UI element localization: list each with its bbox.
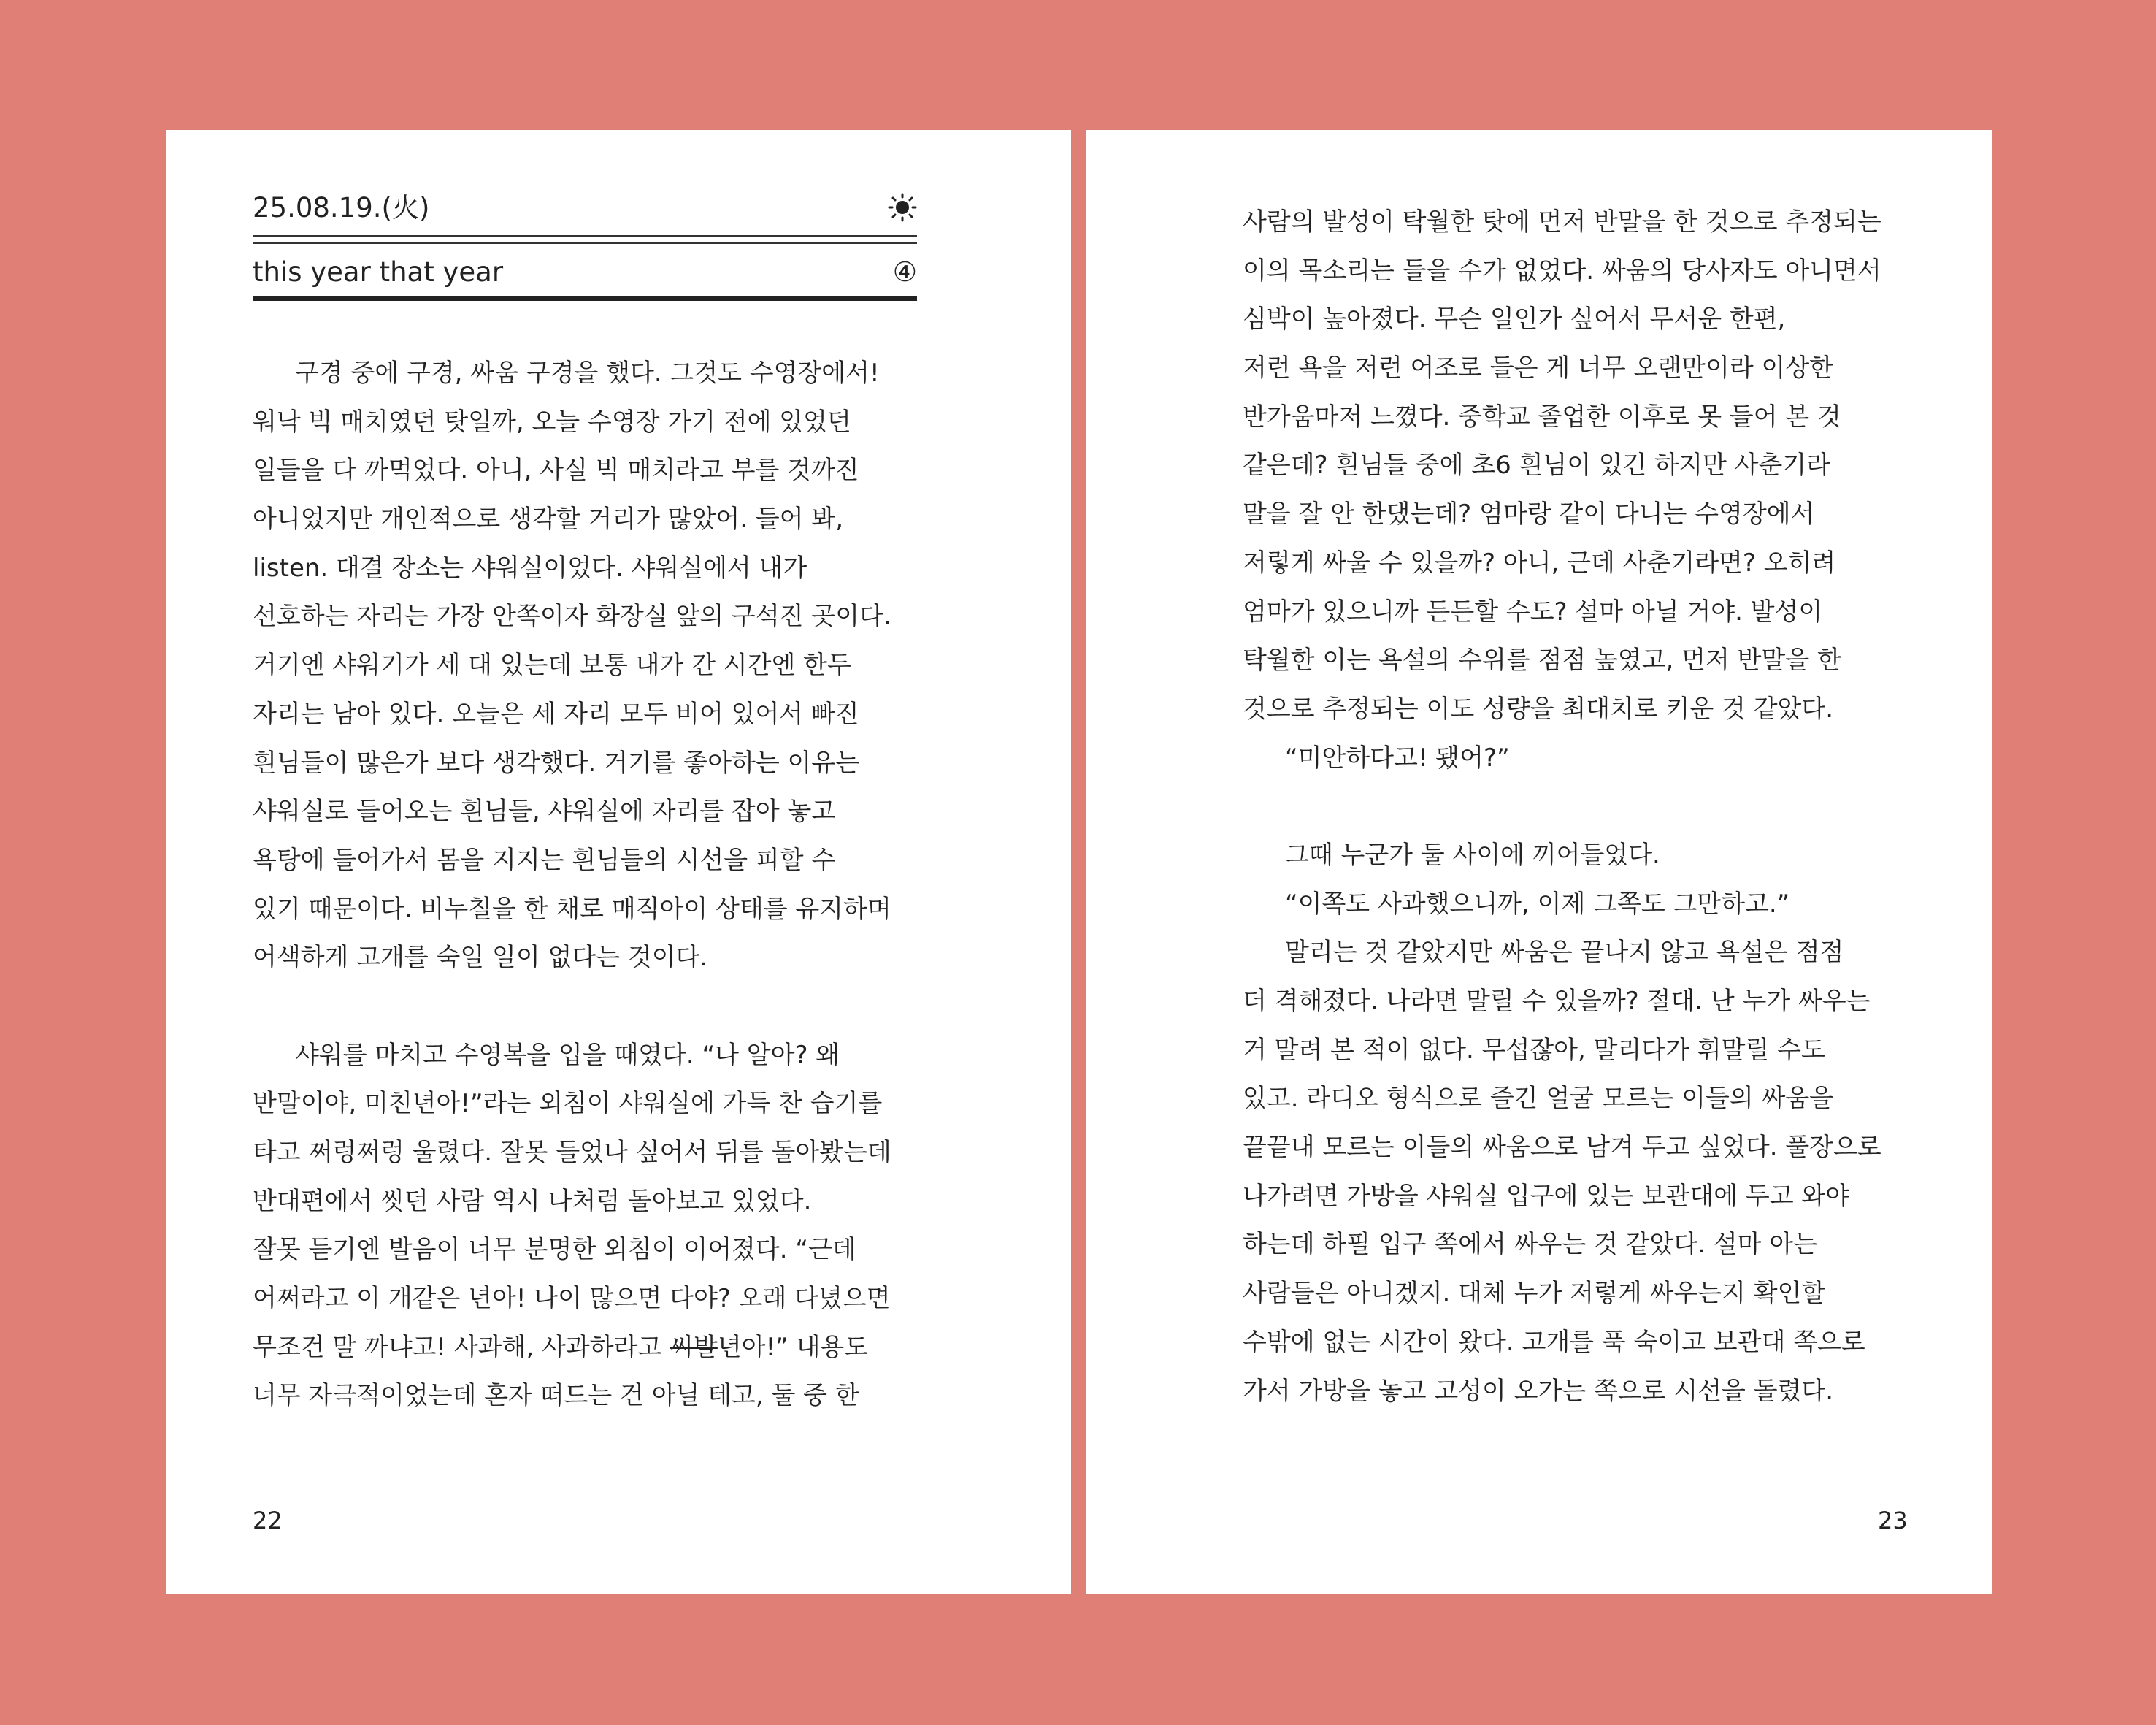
line-text: 저런 욕을 저런 어조로 들은 게 너무 오랜만이라 이상한 (1243, 353, 1834, 383)
text-line (253, 690, 917, 739)
text-line (1243, 1269, 1907, 1318)
line-text: 거기엔 샤워기가 세 대 있는데 보통 내가 간 시간엔 한두 (253, 651, 851, 681)
line-text: 수밖에 없는 시간이 왔다. 고개를 푹 숙이고 보관대 쪽으로 (1243, 1327, 1865, 1357)
text-line (1243, 1026, 1907, 1075)
text-line (253, 885, 917, 934)
line-text: 잘못 듣기엔 발음이 너무 분명한 외침이 이어졌다. “근데 (253, 1235, 856, 1265)
line-text: 타고 쩌렁쩌렁 울렸다. 잘못 들었나 싶어서 뒤를 돌아봤는데 (253, 1138, 891, 1167)
line-text: “이쪽도 사과했으니까, 이제 그쪽도 그만하고.” (1285, 889, 1790, 919)
header-divider-thin (253, 235, 917, 237)
text-line (253, 1031, 917, 1080)
text-line (1243, 1123, 1907, 1172)
diary-title: this year that year (253, 256, 504, 288)
text-line (1243, 393, 1907, 442)
text-line (253, 544, 917, 593)
line-text: 저렇게 싸울 수 있을까? 아니, 근데 사춘기라면? 오히려 (1243, 548, 1836, 578)
text-line (253, 1323, 917, 1372)
line-text: 사람의 발성이 탁월한 탓에 먼저 반말을 한 것으로 추정되는 (1243, 207, 1881, 237)
line-text: 있고. 라디오 형식으로 즐긴 얼굴 모르는 이들의 싸움을 (1243, 1084, 1834, 1114)
text-line (253, 787, 917, 836)
header-divider-thick (253, 296, 917, 301)
diary-title-row (253, 256, 917, 288)
text-line (253, 641, 917, 690)
text-line (1243, 198, 1907, 247)
line-text: 샤워를 마치고 수영복을 입을 때였다. “나 알아? 왜 (295, 1040, 840, 1070)
line-text: 더 격해졌다. 나라면 말릴 수 있을까? 절대. 난 누가 싸우는 (1243, 987, 1871, 1016)
struck-text: 씨발 (670, 1332, 718, 1362)
text-line (253, 836, 917, 885)
line-text: 그때 누군가 둘 사이에 끼어들었다. (1285, 840, 1660, 870)
line-text: 심박이 높아졌다. 무슨 일인가 싶어서 무서운 한편, (1243, 305, 1786, 334)
text-line (1243, 344, 1907, 393)
line-text: 가서 가방을 놓고 고성이 오가는 쪽으로 시선을 돌렸다. (1243, 1376, 1834, 1406)
line-text: listen. 대결 장소는 샤워실이었다. 샤워실에서 내가 (253, 553, 807, 583)
chapter-number-badge (892, 256, 917, 288)
text-line (253, 1079, 917, 1128)
right-page (1086, 130, 1992, 1594)
text-line (1243, 1318, 1907, 1367)
line-text: 끝끝내 모르는 이들의 싸움으로 남겨 두고 싶었다. 풀장으로 (1243, 1133, 1881, 1163)
line-text: 거 말려 본 적이 없다. 무섭잖아, 말리다가 휘말릴 수도 (1243, 1035, 1825, 1065)
chapter-number: ④ (892, 256, 917, 288)
line-text: 있기 때문이다. 비누칠을 한 채로 매직아이 상태를 유지하며 (253, 894, 891, 924)
text-line (1243, 636, 1907, 685)
header-divider-thin-2 (253, 242, 917, 244)
line-text: 하는데 하필 입구 쪽에서 싸우는 것 같았다. 설마 아는 (1243, 1230, 1817, 1260)
line-text: 엄마가 있으니까 든든할 수도? 설마 아닐 거야. 발성이 (1243, 597, 1823, 627)
page-number-left: 22 (253, 1507, 283, 1534)
text-line (253, 933, 917, 982)
text-line (1243, 295, 1907, 344)
line-text: 욕탕에 들어가서 몸을 지지는 흰님들의 시선을 피할 수 (253, 845, 836, 875)
line-text: 무조건 말 까냐고! 사과해, 사과하라고 (253, 1332, 670, 1362)
page-number-right: 23 (1878, 1507, 1908, 1534)
diary-date: 25.08.19.(火) (253, 192, 430, 223)
line-text: 너무 자극적이었는데 혼자 떠드는 건 아닐 테고, 둘 중 한 (253, 1381, 859, 1411)
left-body-text (253, 349, 917, 1420)
text-line (253, 1128, 917, 1177)
text-line (1243, 490, 1907, 539)
text-line (253, 398, 917, 447)
text-line (253, 1177, 917, 1226)
right-body-text (1243, 198, 1907, 1415)
line-text: 선호하는 자리는 가장 안쪽이자 화장실 앞의 구석진 곳이다. (253, 602, 891, 632)
text-line (1243, 1220, 1907, 1269)
text-line (253, 1225, 917, 1274)
text-line (253, 1372, 917, 1420)
line-text: 탁월한 이는 욕설의 수위를 점점 높였고, 먼저 반말을 한 (1243, 646, 1841, 676)
text-line (253, 1274, 917, 1323)
line-text: 사람들은 아니겠지. 대체 누가 저렇게 싸우는지 확인할 (1243, 1279, 1826, 1309)
paragraph-break (253, 982, 917, 1031)
text-line (1243, 247, 1907, 296)
line-text: 말리는 것 같았지만 싸움은 끝나지 않고 욕설은 점점 (1285, 938, 1844, 968)
text-line (1243, 880, 1907, 929)
line-text: 흰님들이 많은가 보다 생각했다. 거기를 좋아하는 이유는 (253, 748, 860, 778)
text-line (1243, 928, 1907, 977)
left-page (166, 130, 1071, 1594)
text-line (1243, 1074, 1907, 1123)
text-line (1243, 1367, 1907, 1416)
line-text: 반대편에서 씻던 사람 역시 나처럼 돌아보고 있었다. (253, 1186, 812, 1216)
text-line (1243, 831, 1907, 880)
line-text: 어색하게 고개를 숙일 일이 없다는 것이다. (253, 943, 708, 973)
sun-icon (888, 194, 917, 223)
line-text: 워낙 빅 매치였던 탓일까, 오늘 수영장 가기 전에 있었던 (253, 407, 851, 437)
line-text: 어쩌라고 이 개같은 년아! 나이 많으면 다야? 오래 다녔으면 (253, 1284, 891, 1314)
text-line (1243, 588, 1907, 637)
text-line (1243, 685, 1907, 734)
text-line (1243, 539, 1907, 588)
text-line (253, 592, 917, 641)
line-text: 이의 목소리는 들을 수가 없었다. 싸움의 당사자도 아니면서 (1243, 256, 1881, 286)
line-text: 반가움마저 느꼈다. 중학교 졸업한 이후로 못 들어 본 것 (1243, 402, 1841, 432)
line-text: 자리는 남아 있다. 오늘은 세 자리 모두 비어 있어서 빠진 (253, 699, 859, 729)
line-text: 말을 잘 안 한댔는데? 엄마랑 같이 다니는 수영장에서 (1243, 500, 1815, 529)
line-text: 일들을 다 까먹었다. 아니, 사실 빅 매치라고 부를 것까진 (253, 456, 859, 486)
line-text: 같은데? 흰님들 중에 초6 흰님이 있긴 하지만 사춘기라 (1243, 451, 1831, 481)
line-text: “미안하다고! 됐어?” (1285, 743, 1510, 773)
line-text: 구경 중에 구경, 싸움 구경을 했다. 그것도 수영장에서! (295, 359, 880, 388)
line-text: 것으로 추정되는 이도 성량을 최대치로 키운 것 같았다. (1243, 694, 1834, 724)
line-text: 샤워실로 들어오는 흰님들, 샤워실에 자리를 잡아 놓고 (253, 797, 836, 827)
diary-date-row (253, 194, 917, 221)
text-line (253, 446, 917, 495)
text-line (253, 495, 917, 544)
text-line (1243, 1172, 1907, 1221)
line-text: 나가려면 가방을 샤워실 입구에 있는 보관대에 두고 와야 (1243, 1181, 1850, 1211)
line-text: 반말이야, 미친년아!”라는 외침이 샤워실에 가득 찬 습기를 (253, 1089, 883, 1119)
text-line (1243, 441, 1907, 490)
text-line (1243, 977, 1907, 1026)
text-line (253, 349, 917, 398)
text-line (253, 739, 917, 788)
text-line (1243, 734, 1907, 783)
line-text: 아니었지만 개인적으로 생각할 거리가 많았어. 들어 봐, (253, 505, 844, 535)
line-text-after: 년아!” 내용도 (717, 1332, 869, 1362)
paragraph-break (1243, 782, 1907, 831)
